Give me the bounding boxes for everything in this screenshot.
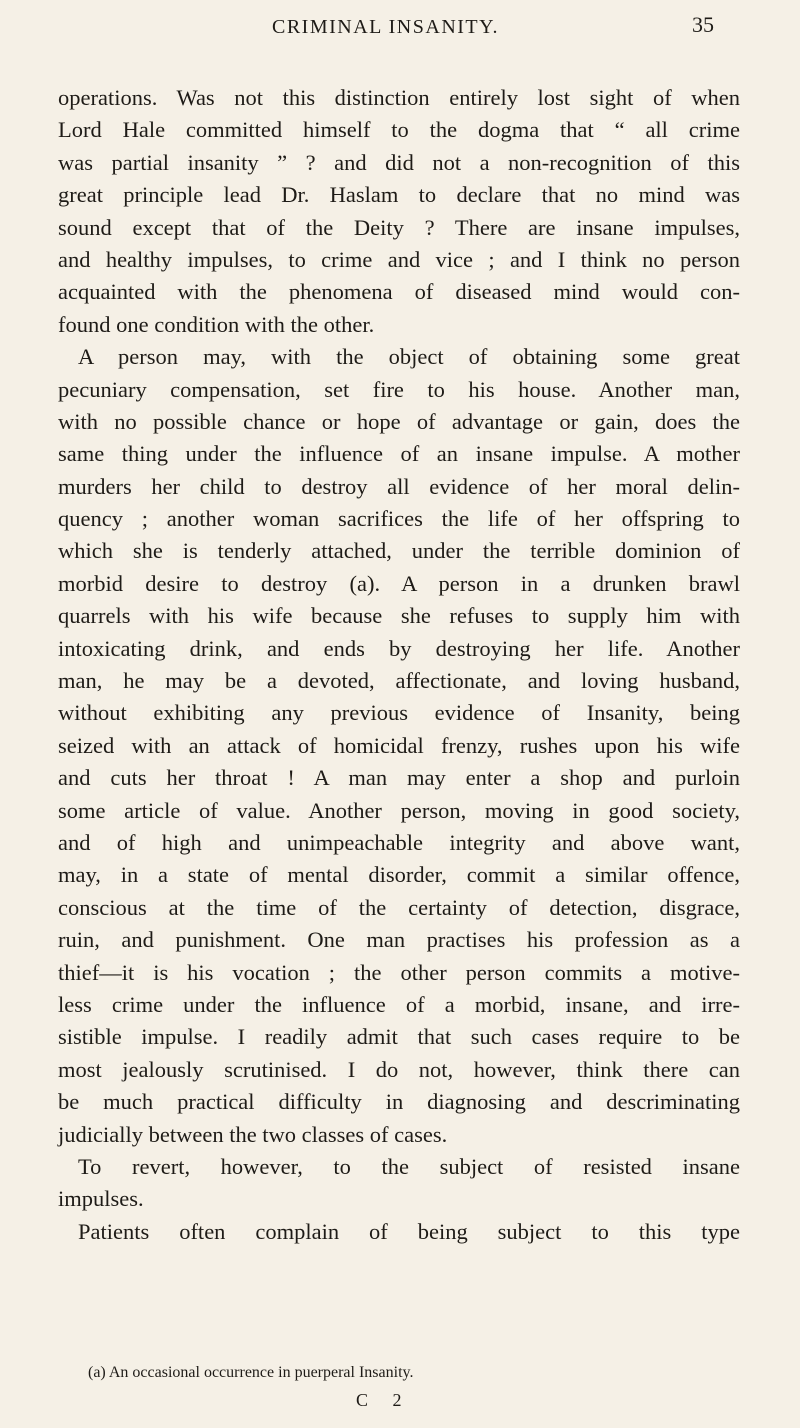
text-line: less crime under the influence of a morbid, insane, and irre-: [58, 991, 740, 1017]
body-text: [58, 82, 740, 1248]
text-line: Lord Hale committed himself to the dogma that “ all crime: [58, 117, 740, 143]
text-line: morbid desire to destroy (a). A person in a drunken brawl: [58, 570, 740, 596]
text-line: and healthy impulses, to crime and vice ; and I think no person: [58, 246, 740, 272]
text-line: ruin, and punishment. One man practises his profession as a: [58, 927, 740, 953]
text-line: which she is tenderly attached, under the terrible dominion of: [58, 538, 740, 564]
text-line: A person may, with the object of obtaining some great: [78, 344, 740, 370]
text-line: most jealously scrutinised. I do not, however, think there can: [58, 1056, 740, 1082]
text-line: without exhibiting any previous evidence of Insanity, being: [58, 700, 740, 726]
text-line: with no possible chance or hope of advantage or gain, does the: [58, 408, 740, 434]
text-line: murders her child to destroy all evidence of her moral delin-: [58, 473, 740, 499]
text-line: sound except that of the Deity ? There are insane impulses,: [58, 214, 740, 240]
text-line: and of high and unimpeachable integrity and above want,: [58, 829, 740, 855]
text-line: impulses.: [58, 1186, 144, 1212]
running-title: CRIMINAL INSANITY.: [272, 16, 499, 38]
text-line: quency ; another woman sacrifices the life of her offspring to: [58, 506, 740, 532]
text-line: sistible impulse. I readily admit that such cases require to be: [58, 1024, 740, 1050]
text-line: same thing under the influence of an insane impulse. A mother: [58, 441, 740, 467]
text-line: quarrels with his wife because she refuses to supply him with: [58, 603, 740, 629]
text-line: some article of value. Another person, moving in good society,: [58, 797, 740, 823]
running-head: [0, 8, 800, 48]
text-line: be much practical difficulty in diagnosing and descriminating: [58, 1089, 740, 1115]
signature-mark: C 2: [356, 1390, 412, 1410]
text-line: To revert, however, to the subject of resisted insane: [78, 1153, 740, 1179]
text-line: conscious at the time of the certainty of detection, disgrace,: [58, 894, 740, 920]
text-line: was partial insanity ” ? and did not a non-recognition of this: [58, 149, 740, 175]
text-line: intoxicating drink, and ends by destroying her life. Another: [58, 635, 740, 661]
footnote: (a) An occasional occurrence in puerperal Insanity.: [88, 1364, 414, 1381]
text-line: operations. Was not this distinction entirely lost sight of when: [58, 85, 740, 110]
text-line: Patients often complain of being subject to this type: [78, 1218, 740, 1244]
text-line: thief—it is his vocation ; the other person commits a motive-: [58, 959, 740, 985]
text-line: acquainted with the phenomena of diseased mind would con-: [58, 279, 740, 305]
text-line: man, he may be a devoted, affectionate, and loving husband,: [58, 668, 740, 694]
text-line: may, in a state of mental disorder, commit a similar offence,: [58, 862, 740, 888]
text-line: pecuniary compensation, set fire to his house. Another man,: [58, 376, 740, 402]
text-line: and cuts her throat ! A man may enter a shop and purloin: [58, 765, 740, 791]
page-number: 35: [692, 12, 714, 37]
text-line: judicially between the two classes of cases.: [58, 1121, 448, 1147]
text-line: found one condition with the other.: [58, 311, 375, 337]
text-line: seized with an attack of homicidal frenzy, rushes upon his wife: [58, 732, 740, 758]
text-line: great principle lead Dr. Haslam to declare that no mind was: [58, 182, 740, 208]
